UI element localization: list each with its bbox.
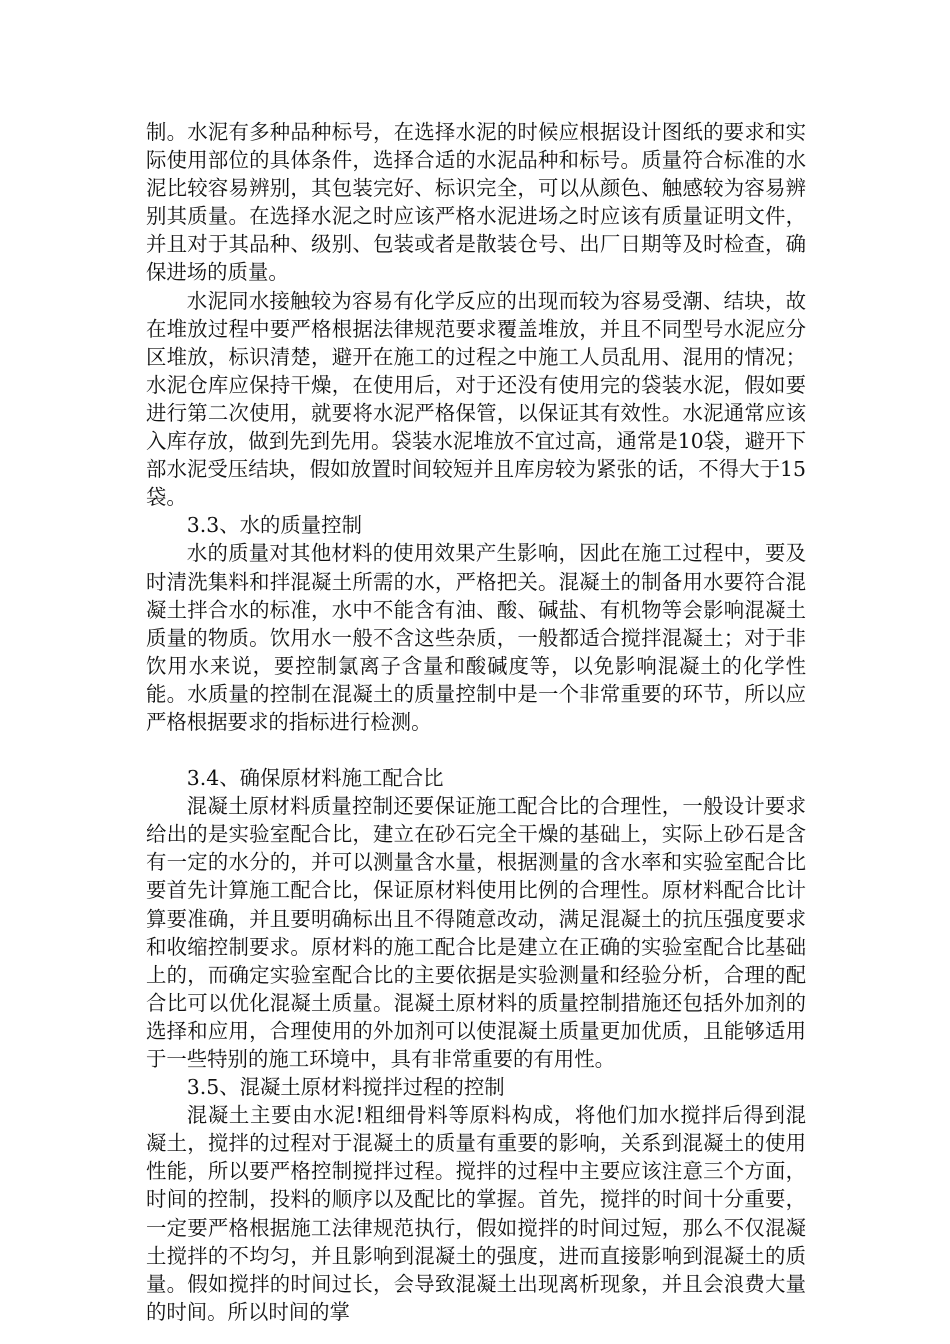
- section-heading-3-5: 3.5、混凝土原材料搅拌过程的控制: [186, 1075, 505, 1100]
- paragraph-mix-ratio: 混凝土原材料质量控制还要保证施工配合比的合理性，一般设计要求给出的是实验室配合比，建立在砂石完全干燥的基础上，实际上砂石是含有一定的水分的，并可以测量含水量，根据测量的含水率和实验室配合比要首先计算施工配合比，保证原材料使用比例的合理性。原材料配合比计算要准确，并且要明确标出且不得随意改动，满足混凝土的抗压强度要求和收缩控制要求。原材料的施工配合比是建立在正确的实验室配合比基础上的，而确定实验室配合比的主要依据是实验测量和经验分析，合理的配合比可以优化混凝土质量。混凝土原材料的质量控制措施还包括外加剂的选择和应用，合理使用的外加剂可以使混凝土质量更加优质，且能够适用于一些特别的施工环境中，具有非常重要的有用性。: [146, 794, 806, 1071]
- paragraph-mixing-process: 混凝土主要由水泥!粗细骨料等原料构成，将他们加水搅拌后得到混凝土，搅拌的过程对于混凝土的质量有重要的影响，关系到混凝土的使用性能，所以要严格控制搅拌过程。搅拌的过程中主要应该注意三个方面，时间的控制，投料的顺序以及配比的掌握。首先，搅拌的时间十分重要，一定要严格根据施工法律规范执行，假如搅拌的时间过短，那么不仅混凝土搅拌的不均匀，并且影响到混凝土的强度，进而直接影响到混凝土的质量。假如搅拌的时间过长，会导致混凝土出现离析现象，并且会浪费大量的时间。所以时间的掌: [146, 1103, 806, 1324]
- section-heading-3-4: 3.4、确保原材料施工配合比: [186, 766, 444, 791]
- section-heading-3-3: 3.3、水的质量控制: [186, 513, 362, 538]
- paragraph-gap: [146, 736, 806, 764]
- document-page: [146, 118, 806, 1326]
- paragraph-cement-selection: 制。水泥有多种品种标号，在选择水泥的时候应根据设计图纸的要求和实际使用部位的具体条件，选择合适的水泥品种和标号。质量符合标准的水泥比较容易辨别，其包装完好、标识完全，可以从颜色、触感较为容易辨别其质量。在选择水泥之时应该严格水泥进场之时应该有质量证明文件，并且对于其品种、级别、包装或者是散装仓号、出厂日期等及时检查，确保进场的质量。: [146, 120, 806, 285]
- paragraph-cement-storage: 水泥同水接触较为容易有化学反应的出现而较为容易受潮、结块，故在堆放过程中要严格根据法律规范要求覆盖堆放，并且不同型号水泥应分区堆放，标识清楚，避开在施工的过程之中施工人员乱用、混用的情况；水泥仓库应保持干燥，在使用后，对于还没有使用完的袋装水泥，假如要进行第二次使用，就要将水泥严格保管，以保证其有效性。水泥通常应该入库存放，做到先到先用。袋装水泥堆放不宜过高，通常是10袋，避开下部水泥受压结块，假如放置时间较短并且库房较为紧张的话，不得大于15袋。: [146, 288, 806, 510]
- paragraph-water-quality: 水的质量对其他材料的使用效果产生影响，因此在施工过程中，要及时清洗集料和拌混凝土所需的水，严格把关。混凝土的制备用水要符合混凝土拌合水的标准，水中不能含有油、酸、碱盐、有机物等会影响混凝土质量的物质。饮用水一般不含这些杂质，一般都适合搅拌混凝土；对于非饮用水来说，要控制氯离子含量和酸碱度等，以免影响混凝土的化学性能。水质量的控制在混凝土的质量控制中是一个非常重要的环节，所以应严格根据要求的指标进行检测。: [146, 541, 806, 734]
